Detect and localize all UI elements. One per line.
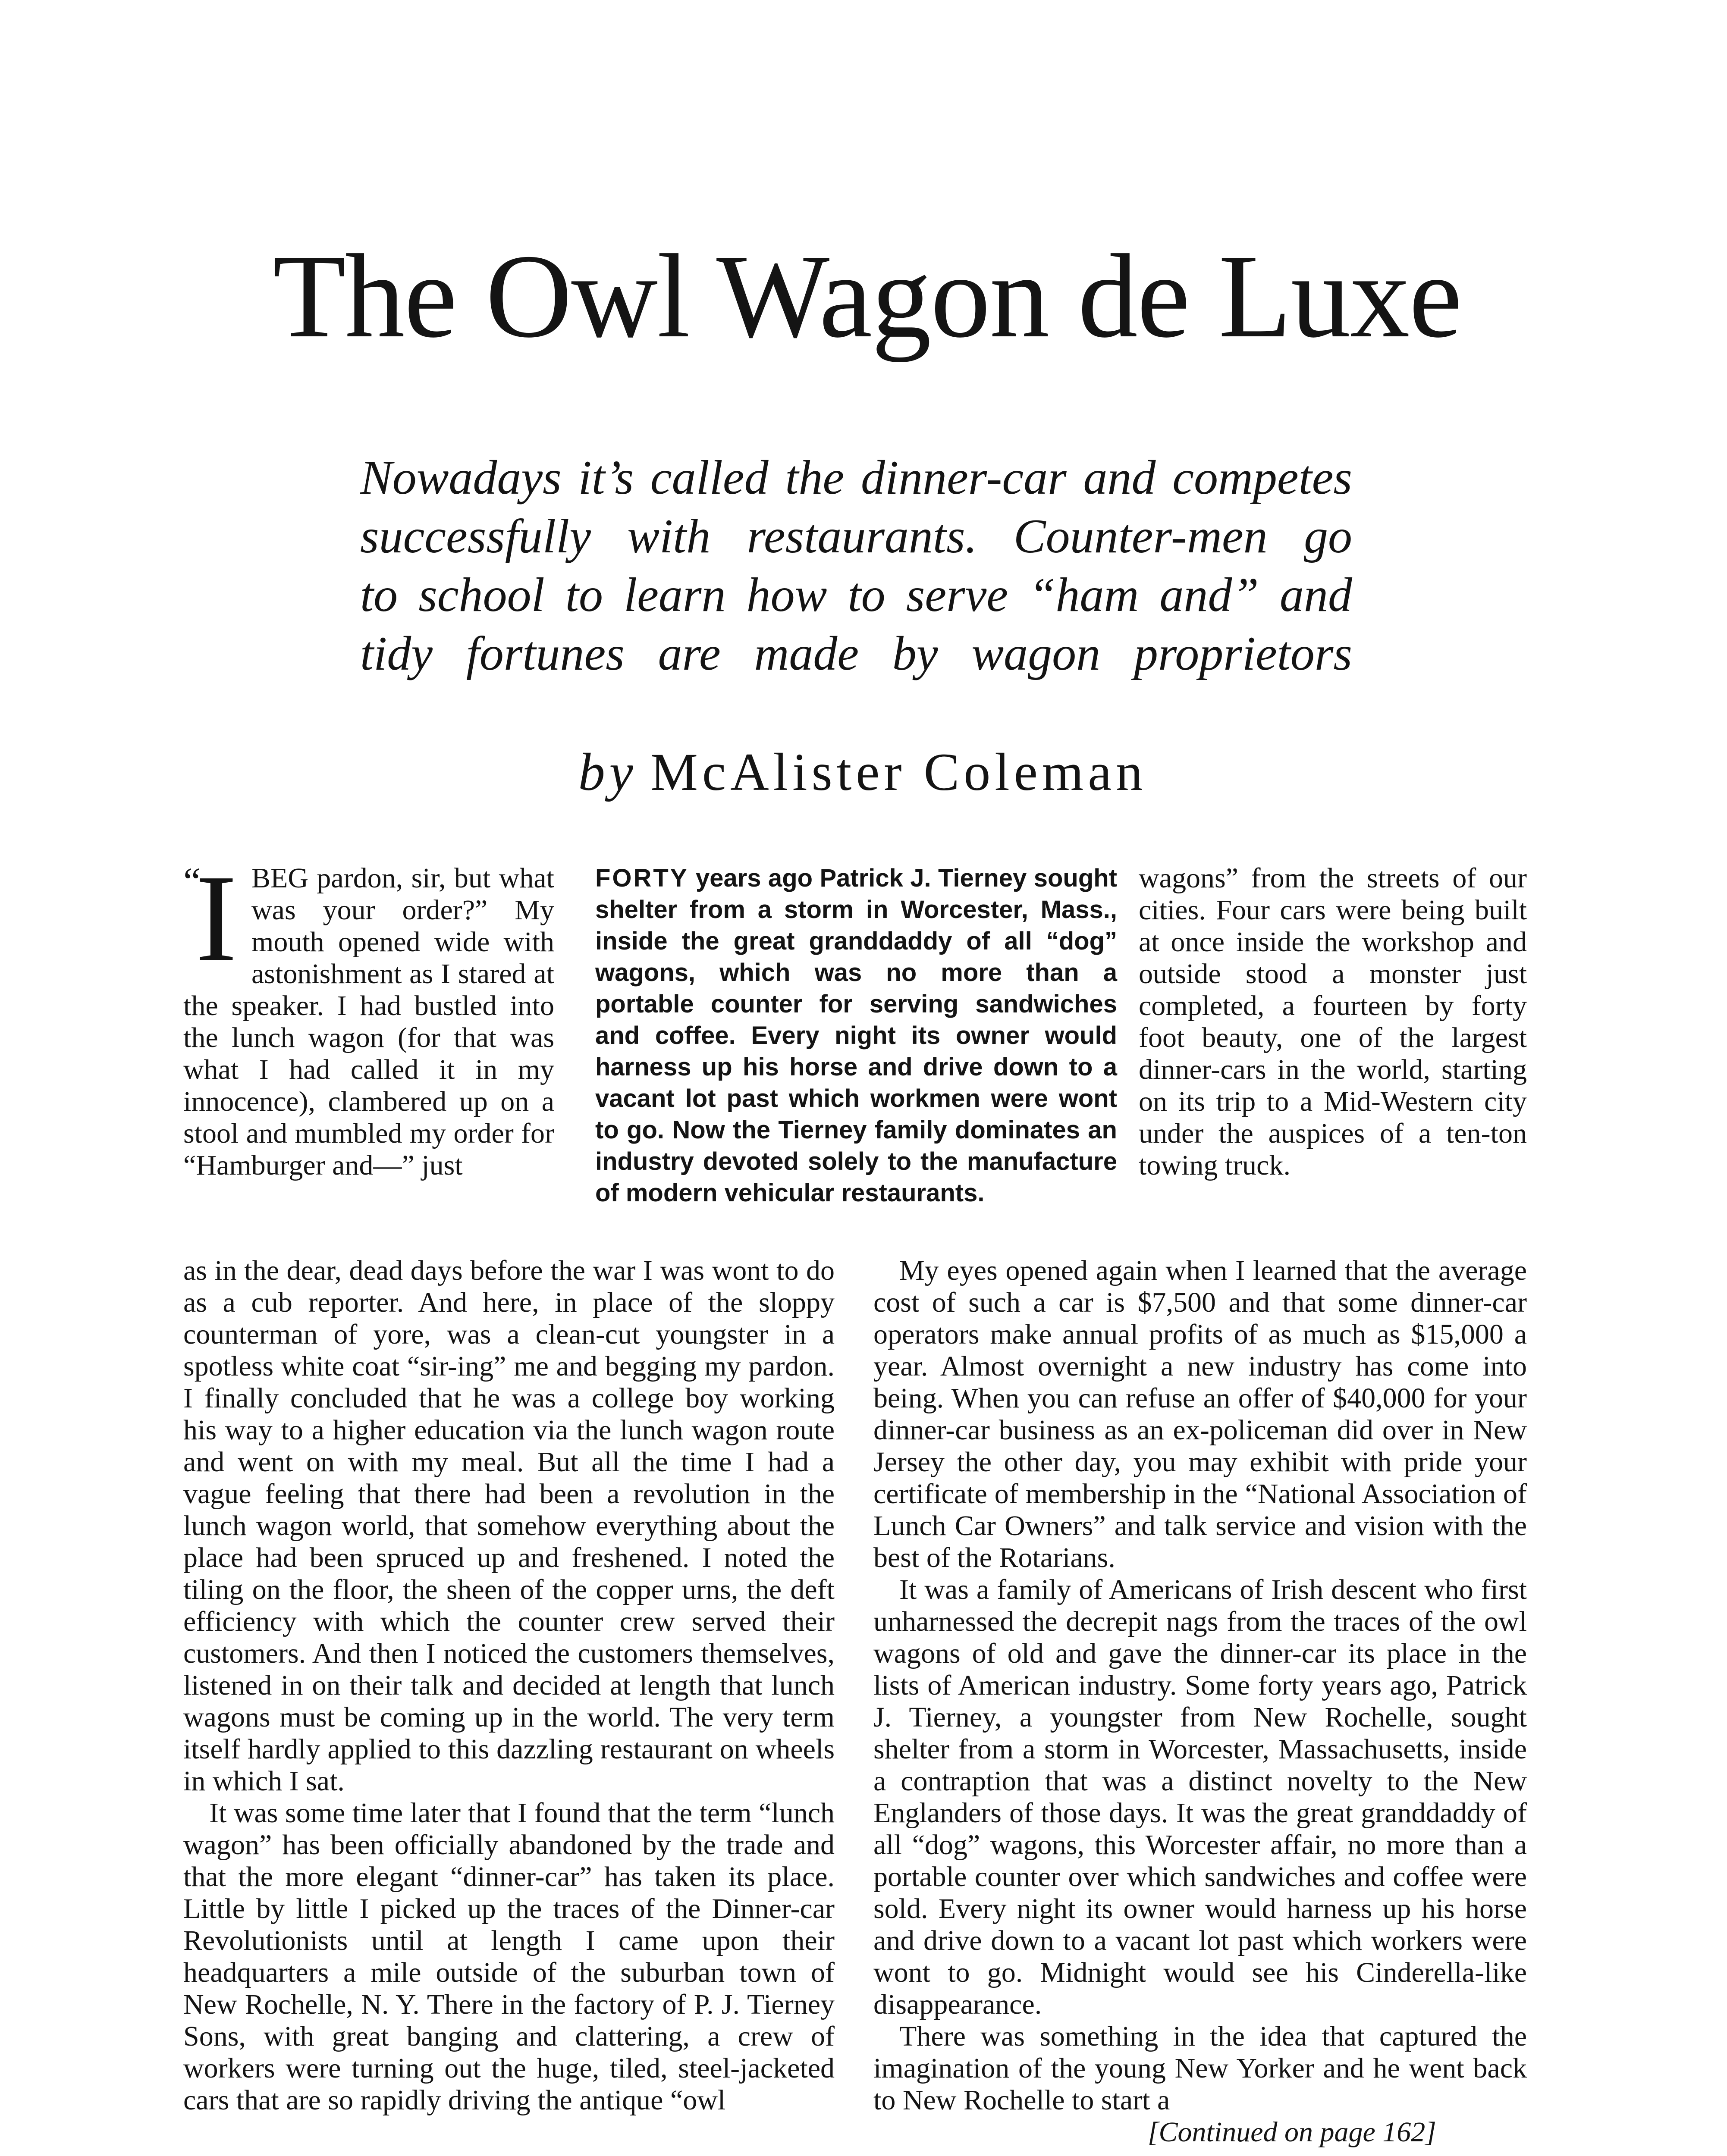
subtitle-line: successfully with restaurants. Counter-men go — [360, 510, 1352, 563]
left-column — [183, 1255, 835, 2116]
drop-quote: “ — [183, 860, 201, 903]
right-column — [873, 1255, 1527, 2148]
body-paragraph: It was a family of Americans of Irish descent who first unharnessed the decrepit nags from the traces of the owl wagons of old and gave the dinner-car its place in the lists of American industry. Some forty years ago, Patrick J. Tierney, a youngster from New Rochelle, sought shelter from a storm in Worcester, Massachusetts, inside a contraption that was a distinct novelty to the New Englanders of those days. It was the great granddaddy of all “dog” wagons, this Worcester affair, no more than a portable counter over which sandwiches and coffee were sold. Every night its owner would harness up his horse and drive down to a vacant lot past which workers were wont to go. Midnight would see his Cinderella-like disappearance. — [873, 1574, 1527, 2020]
body-paragraph: There was something in the idea that captured the imagination of the young New Yorker and he went back to New Rochelle to start a — [873, 2021, 1527, 2116]
lead-summary — [595, 862, 1117, 1209]
article-title: The Owl Wagon de Luxe — [272, 230, 1462, 363]
drop-cap: I — [195, 849, 237, 987]
subtitle-line: tidy fortunes are made by wagon proprietors — [360, 627, 1352, 680]
continued-note: [Continued on page 162] — [1147, 2116, 1436, 2148]
intro-column — [183, 849, 554, 1181]
body-paragraph: It was some time later that I found that the term “lunch wagon” has been officially abandoned by the trade and that the more elegant “dinner-car” has taken its place. Little by little I picked up the traces of the Dinner-car Revolutionists until at length I came upon their headquarters a mile outside of the suburban town of New Rochelle, N. Y. There in the factory of P. J. Tierney Sons, with great banging and clattering, a crew of workers were turning out the huge, tiled, steel-jacketed cars that are so rapidly driving the antique “owl — [183, 1797, 835, 2116]
body-paragraph: My eyes opened again when I learned that the average cost of such a car is $7,500 and that some dinner-car operators make annual profits of as much as $15,000 a year. Almost overnight a new industry has come into being. When you can refuse an offer of $40,000 for your dinner-car business as an ex-policeman did over in New Jersey the other day, you may exhibit with pride your certificate of membership in the “National Association of Lunch Car Owners” and talk service and vision with the best of the Rotarians. — [873, 1255, 1527, 1573]
intro-paragraph: BEG pardon, sir, but what was your order?” My mouth opened wide with astonishment as I stared at the speaker. I had bustled into the lunch wagon (for that was what I had called it in my innocence), clambered up on a stool and mumbled my order for “Hamburger and—” just — [183, 862, 554, 1181]
body-paragraph: wagons” from the streets of our cities. Four cars were being built at once inside the workshop and outside stood a monster just completed, a fourteen by forty foot beauty, one of the largest dinner-cars in the world, starting on its trip to a Mid-Western city under the auspices of a ten-ton towing truck. — [1139, 862, 1527, 1181]
upper-right-column — [1139, 862, 1527, 1181]
article-subtitle — [360, 448, 1352, 683]
subtitle-line: to school to learn how to serve “ham and” and — [360, 568, 1352, 622]
body-paragraph: as in the dear, dead days before the war I was wont to do as a cub reporter. And here, in place of the sloppy counterman of yore, was a clean-cut youngster in a spotless white coat “sir-ing” me and begging my pardon. I finally concluded that he was a college boy working his way to a higher education via the lunch wagon route and went on with my meal. But all the time I had a vague feeling that there had been a revolution in the lunch wagon world, that somehow everything about the place had been spruced up and freshened. I noted the tiling on the floor, the sheen of the copper urns, the deft efficiency with which the counter crew served their customers. And then I noticed the customers themselves, listened in on their talk and decided at length that lunch wagons must be coming up in the world. The very term itself hardly applied to this dazzling restaurant on wheels in which I sat. — [183, 1255, 835, 1797]
byline-prefix: by — [578, 743, 637, 802]
drop-cap-group — [183, 849, 244, 987]
lead-summary-text: years ago Patrick J. Tierney sought shelter from a storm in Worcester, Mass., inside the great granddaddy of all “dog” wagons, which was no more than a portable counter for serving sandwiches and coffee. Every night its owner would harness up his horse and drive down to a vacant lot past which workmen were wont to go. Now the Tierney family dominates an industry devoted solely to the manufacture of modern vehicular restaurants. — [595, 864, 1117, 1207]
lead-cap-word: FORTY — [595, 864, 689, 892]
author-name: McAlister Coleman — [650, 743, 1147, 802]
byline — [496, 742, 1229, 803]
subtitle-line: Nowadays it’s called the dinner-car and competes — [360, 451, 1352, 505]
